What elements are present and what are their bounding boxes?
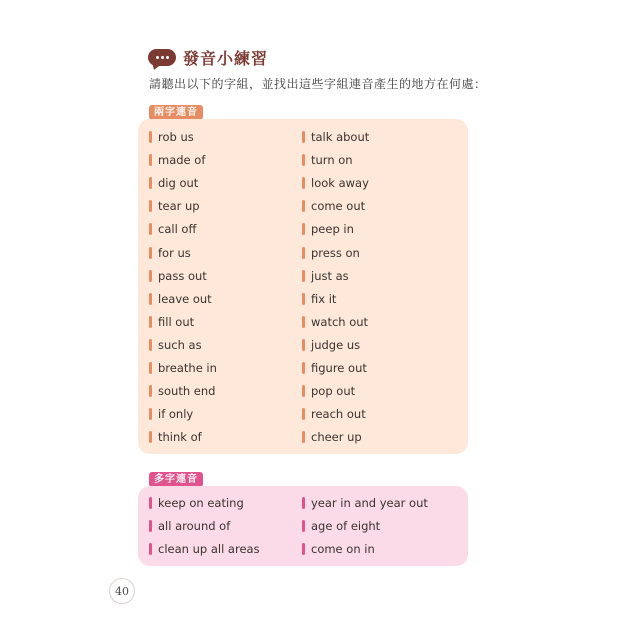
phrase-text: press on <box>311 245 360 260</box>
two-word-linking-panel <box>138 119 468 454</box>
phrase-text: breathe in <box>158 361 217 375</box>
phrase-item <box>302 360 367 376</box>
bullet-bar <box>149 362 152 374</box>
phrase-text: talk about <box>311 130 370 144</box>
bullet-bar <box>302 362 305 374</box>
phrase-text: for us <box>158 245 191 260</box>
phrase-item <box>302 198 365 214</box>
phrase-item <box>149 495 244 511</box>
phrase-item <box>302 221 354 237</box>
phrase-item <box>149 245 191 261</box>
phrase-item <box>149 198 200 214</box>
phrase-item <box>302 291 336 307</box>
bullet-bar <box>149 293 152 305</box>
phrase-text: age of eight <box>311 519 381 533</box>
phrase-item <box>149 518 230 534</box>
phrase-item <box>149 406 193 422</box>
phrase-text: all around of <box>158 519 231 533</box>
phrase-text: pop out <box>311 384 356 399</box>
phrase-text: pass out <box>158 268 207 283</box>
phrase-item <box>302 129 369 145</box>
phrase-item <box>149 268 207 284</box>
bullet-bar <box>302 520 305 532</box>
bullet-bar <box>302 131 305 143</box>
phrase-item <box>302 152 353 168</box>
phrase-text: figure out <box>311 361 367 375</box>
phrase-text: clean up all areas <box>158 542 260 556</box>
phrase-text: year in and year out <box>311 496 428 510</box>
phrase-item <box>149 314 194 330</box>
bullet-bar <box>302 385 305 397</box>
bullet-bar <box>302 431 305 443</box>
phrase-item <box>149 541 260 557</box>
page-number: 40 <box>109 578 135 604</box>
phrase-item <box>302 175 369 191</box>
phrase-text: tear up <box>158 199 200 214</box>
phrase-item <box>149 360 217 376</box>
phrase-text: reach out <box>311 407 366 422</box>
bullet-bar <box>302 339 305 351</box>
bullet-bar <box>149 200 152 212</box>
bullet-bar <box>302 154 305 166</box>
phrase-text: cheer up <box>311 430 362 445</box>
instruction-text: 請聽出以下的字組，並找出這些字組連音產生的地方在何處： <box>149 77 487 91</box>
bullet-bar <box>302 408 305 420</box>
phrase-text: made of <box>158 153 206 168</box>
phrase-text: come out <box>311 199 366 214</box>
phrase-text: south end <box>158 384 216 399</box>
phrase-text: just as <box>311 268 349 283</box>
phrase-item <box>302 406 366 422</box>
phrase-text: turn on <box>311 153 353 168</box>
phrase-text: rob us <box>158 130 194 144</box>
bullet-bar <box>149 497 152 509</box>
two-word-linking-tag: 兩字連音 <box>149 105 203 120</box>
phrase-text: think of <box>158 430 202 445</box>
multi-word-linking-tag: 多字連音 <box>149 472 203 487</box>
phrase-item <box>149 429 202 445</box>
phrase-item <box>149 129 194 145</box>
section-header <box>148 47 268 67</box>
bullet-bar <box>149 408 152 420</box>
bullet-bar <box>302 223 305 235</box>
phrase-text: keep on eating <box>158 496 244 510</box>
bullet-bar <box>149 131 152 143</box>
phrase-text: fill out <box>158 314 195 329</box>
bullet-bar <box>302 200 305 212</box>
bullet-bar <box>149 247 152 259</box>
bullet-bar <box>149 154 152 166</box>
phrase-item <box>302 268 349 284</box>
bullet-bar <box>149 316 152 328</box>
bullet-bar <box>302 177 305 189</box>
phrase-text: leave out <box>158 291 212 306</box>
phrase-item <box>302 495 428 511</box>
bullet-bar <box>149 431 152 443</box>
phrase-item <box>302 518 380 534</box>
phrase-item <box>149 337 202 353</box>
bullet-bar <box>302 293 305 305</box>
phrase-item <box>149 152 205 168</box>
phrase-text: dig out <box>158 176 199 191</box>
phrase-item <box>302 314 368 330</box>
speech-bubble-icon <box>148 49 176 66</box>
phrase-item <box>302 337 360 353</box>
phrase-text: look away <box>311 176 369 191</box>
bullet-bar <box>149 223 152 235</box>
bullet-bar <box>149 270 152 282</box>
phrase-text: such as <box>158 337 202 352</box>
bullet-bar <box>149 543 152 555</box>
page-title: 發音小練習 <box>183 48 269 68</box>
phrase-item <box>149 221 196 237</box>
phrase-text: if only <box>158 407 194 422</box>
phrase-text: come on in <box>311 542 375 556</box>
bullet-bar <box>302 270 305 282</box>
phrase-text: call off <box>158 222 197 237</box>
bullet-bar <box>302 497 305 509</box>
bullet-bar <box>302 316 305 328</box>
bullet-bar <box>149 339 152 351</box>
phrase-item <box>302 245 360 261</box>
phrase-item <box>149 291 212 307</box>
phrase-item <box>149 175 198 191</box>
phrase-text: fix it <box>311 291 337 306</box>
phrase-item <box>149 383 215 399</box>
phrase-text: watch out <box>311 314 369 329</box>
phrase-text: peep in <box>311 222 354 237</box>
bullet-bar <box>302 543 305 555</box>
bullet-bar <box>302 247 305 259</box>
phrase-item <box>302 541 375 557</box>
phrase-item <box>302 429 362 445</box>
bullet-bar <box>149 177 152 189</box>
phrase-item <box>302 383 355 399</box>
bullet-bar <box>149 520 152 532</box>
bullet-bar <box>149 385 152 397</box>
phrase-text: judge us <box>311 337 361 352</box>
